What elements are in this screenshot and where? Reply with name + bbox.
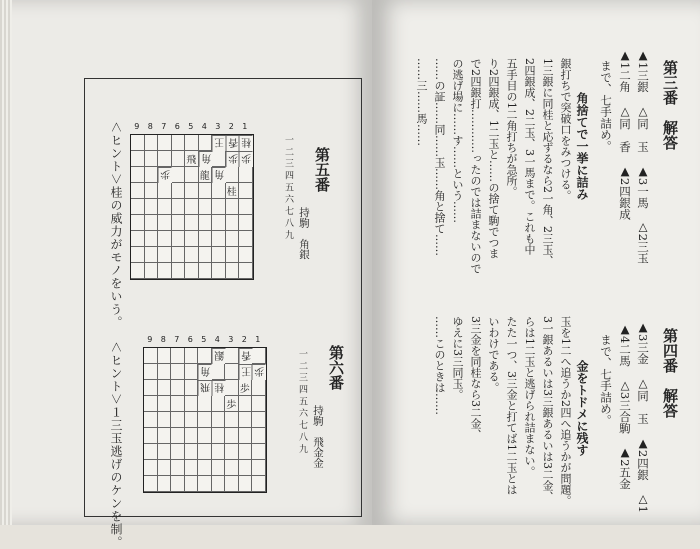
board-square	[131, 247, 145, 263]
shogi-piece: 銀	[212, 348, 226, 364]
board-square	[185, 476, 199, 492]
problem6-title: 第六番	[327, 345, 345, 390]
board-square	[239, 183, 253, 199]
shogi-piece: 龍	[199, 167, 213, 183]
rank-labels: 一 二 三 四 五 六 七 八 九	[283, 135, 293, 239]
body-text-line: ゆえに3三同玉。	[451, 316, 464, 400]
board-square	[212, 476, 226, 492]
board-square	[171, 380, 185, 396]
board-square	[212, 444, 226, 460]
board-square	[212, 183, 226, 199]
board-square	[158, 444, 172, 460]
board-square	[212, 215, 226, 231]
file-label: 3	[215, 122, 221, 131]
board-square	[199, 263, 213, 279]
board-square	[198, 460, 212, 476]
board-square	[225, 380, 239, 396]
board-square	[144, 380, 158, 396]
board-square	[185, 444, 199, 460]
board-square	[252, 380, 266, 396]
board-square	[198, 428, 212, 444]
problem-frame	[84, 78, 362, 549]
board-square	[185, 263, 199, 279]
board-square	[172, 199, 186, 215]
body-text-line: 3一銀あるいは3三銀あるいは3二金、	[541, 316, 554, 502]
board-square	[212, 247, 226, 263]
board-square	[171, 364, 185, 380]
shogi-board-problem5	[130, 122, 280, 282]
board-square	[145, 151, 159, 167]
board-square	[239, 396, 253, 412]
board-square	[199, 215, 213, 231]
board-square	[225, 412, 239, 428]
board-square	[252, 444, 266, 460]
board-square	[145, 183, 159, 199]
body-text-line: たた一つ、3三金と打てば1二玉とは	[505, 316, 518, 495]
shogi-piece: 角	[198, 364, 212, 380]
board-square	[185, 247, 199, 263]
file-label: 8	[147, 122, 153, 131]
answer4-moves-line1: ▲3三金 △同 玉 ▲2四銀 △1	[636, 320, 650, 513]
board-square	[171, 476, 185, 492]
board-square	[158, 151, 172, 167]
answer3-moves-line2: ▲1二角 △同 香 ▲2四銀成	[618, 48, 632, 220]
board-square	[131, 199, 145, 215]
shogi-piece: 桂	[239, 135, 253, 151]
shogi-piece: 歩	[225, 396, 239, 412]
shogi-piece: 歩	[252, 364, 266, 380]
right-page	[372, 0, 700, 525]
board-square	[131, 231, 145, 247]
board-square	[199, 135, 213, 151]
board-square	[225, 348, 239, 364]
board-square	[185, 460, 199, 476]
board-square	[131, 135, 145, 151]
board-square	[239, 167, 253, 183]
board-square	[144, 444, 158, 460]
board-square	[185, 167, 199, 183]
board-square	[158, 364, 172, 380]
board-square	[158, 231, 172, 247]
answer3-conclusion: まで、七手詰め。	[599, 60, 613, 152]
board-square	[212, 460, 226, 476]
shogi-piece: 歩	[239, 380, 253, 396]
board-square	[252, 412, 266, 428]
body-text-line: り2四銀成、1二玉と……の捨て駒でつま	[487, 58, 500, 259]
board-square	[172, 215, 186, 231]
body-text-line: 五手目の1二角打ちが急所。	[505, 58, 518, 197]
board-square	[171, 412, 185, 428]
board-square	[171, 348, 185, 364]
answer4-conclusion: まで、七手詰め。	[599, 334, 613, 426]
board-square	[198, 396, 212, 412]
body-text-line: 銀打ちで突破口をみつける。	[559, 58, 572, 201]
board-square	[226, 263, 240, 279]
file-label: 9	[147, 335, 153, 344]
board-square	[199, 183, 213, 199]
board-square	[144, 364, 158, 380]
board-square	[252, 476, 266, 492]
board-square	[199, 199, 213, 215]
body-text-line: らは1二玉と逃げられ詰まない。	[523, 316, 536, 477]
board-square	[172, 183, 186, 199]
board-square	[212, 412, 226, 428]
board-square	[158, 396, 172, 412]
file-label: 6	[187, 335, 193, 344]
board-square	[185, 215, 199, 231]
board-square	[172, 151, 186, 167]
board-square	[225, 476, 239, 492]
board-square	[172, 263, 186, 279]
board-square	[226, 199, 240, 215]
board-square	[239, 460, 253, 476]
board-square	[171, 428, 185, 444]
body-text-line: で2四銀打…………ったのでは詰まないので	[469, 58, 482, 274]
board-square	[158, 247, 172, 263]
board-square	[252, 460, 266, 476]
body-text-line: 玉を1二へ追うか2四へ追うかが問題。	[559, 316, 572, 506]
board-square	[198, 348, 212, 364]
board-square	[158, 412, 172, 428]
board-square	[144, 460, 158, 476]
board-square	[239, 215, 253, 231]
board-grid	[143, 347, 267, 493]
file-label: 7	[161, 122, 167, 131]
board-square	[131, 215, 145, 231]
board-square	[145, 199, 159, 215]
board-square	[239, 428, 253, 444]
board-square	[212, 199, 226, 215]
board-square	[158, 476, 172, 492]
board-square	[144, 428, 158, 444]
answer3-subtitle: 角捨てで一挙に詰み	[575, 92, 589, 200]
board-square	[239, 231, 253, 247]
board-square	[144, 396, 158, 412]
board-square	[226, 231, 240, 247]
answer3-moves-line1: ▲1三銀 △同 玉 ▲3一馬 △2三玉	[636, 48, 650, 264]
file-label: 5	[188, 122, 194, 131]
board-square	[225, 428, 239, 444]
board-square	[225, 460, 239, 476]
board-square	[185, 364, 199, 380]
file-label: 4	[214, 335, 220, 344]
board-square	[225, 364, 239, 380]
board-square	[239, 476, 253, 492]
answer4-title: 第四番 解答	[661, 328, 679, 418]
board-square	[144, 348, 158, 364]
board-square	[158, 135, 172, 151]
board-square	[185, 183, 199, 199]
file-label: 3	[228, 335, 234, 344]
board-square	[144, 412, 158, 428]
board-square	[172, 167, 186, 183]
board-square	[158, 183, 172, 199]
board-square	[185, 199, 199, 215]
board-square	[199, 247, 213, 263]
shogi-board-problem6	[143, 335, 293, 495]
problem5-mochigoma: 持駒 角銀	[298, 207, 310, 260]
board-square	[185, 135, 199, 151]
board-square	[145, 231, 159, 247]
body-text-line: 1三銀に同桂と応ずるなら2一角、2三玉、	[541, 58, 554, 266]
board-square	[198, 412, 212, 428]
board-square	[239, 199, 253, 215]
shogi-piece: 角	[199, 151, 213, 167]
board-square	[158, 215, 172, 231]
board-square	[239, 412, 253, 428]
board-square	[252, 396, 266, 412]
file-label: 1	[255, 335, 261, 344]
board-square	[131, 263, 145, 279]
board-square	[145, 215, 159, 231]
board-square	[212, 231, 226, 247]
board-square	[171, 396, 185, 412]
file-label: 7	[174, 335, 180, 344]
board-square	[185, 348, 199, 364]
body-text-line: ……このときは……	[433, 316, 446, 415]
board-square	[185, 231, 199, 247]
file-label: 5	[201, 335, 207, 344]
body-text-line: 3三金を同桂なら3二金、	[469, 316, 482, 440]
board-square	[212, 151, 226, 167]
board-square	[198, 444, 212, 460]
shogi-piece: 王	[239, 364, 253, 380]
board-square	[145, 167, 159, 183]
board-square	[226, 167, 240, 183]
rank-labels: 一 二 三 四 五 六 七 八 九	[297, 349, 307, 453]
problem6-hint: ＜ヒント＞１三玉逃げのケンを制。	[109, 341, 123, 549]
problem6-mochigoma: 持駒 飛金金	[312, 405, 324, 468]
board-square	[144, 476, 158, 492]
board-square	[239, 444, 253, 460]
body-text-line: いわけである。	[487, 316, 500, 393]
answer3-title: 第三番 解答	[661, 60, 679, 150]
file-labels	[143, 335, 265, 344]
board-grid	[130, 134, 254, 280]
body-text-line: ……の証……同……玉……角と捨て……	[433, 58, 446, 256]
board-square	[172, 247, 186, 263]
board-square	[158, 263, 172, 279]
board-square	[252, 428, 266, 444]
board-square	[172, 135, 186, 151]
board-square	[131, 183, 145, 199]
file-label: 8	[160, 335, 166, 344]
shogi-piece: 歩	[226, 151, 240, 167]
problem5-title: 第五番	[313, 147, 331, 192]
board-square	[131, 167, 145, 183]
shogi-piece: 王	[212, 135, 226, 151]
shogi-piece: 歩	[158, 167, 172, 183]
answer4-moves-line2: ▲4二馬 △3三合駒 ▲2五金	[618, 322, 632, 490]
board-square	[158, 428, 172, 444]
answer4-body	[420, 316, 574, 522]
board-square	[212, 364, 226, 380]
board-square	[145, 135, 159, 151]
body-text-line: 2四銀成、2二玉、3一馬まで。これも中	[523, 58, 536, 255]
board-square	[185, 396, 199, 412]
file-label: 4	[201, 122, 207, 131]
shogi-piece: 飛	[198, 380, 212, 396]
problem5-hint: ＜ヒント＞桂の威力がモノをいう。	[109, 121, 123, 330]
board-square	[158, 460, 172, 476]
board-square	[158, 348, 172, 364]
file-label: 2	[228, 122, 234, 131]
shogi-piece: 桂	[226, 183, 240, 199]
file-label: 2	[241, 335, 247, 344]
board-square	[158, 199, 172, 215]
board-square	[225, 444, 239, 460]
board-square	[158, 380, 172, 396]
board-square	[239, 263, 253, 279]
board-square	[171, 460, 185, 476]
board-square	[226, 247, 240, 263]
file-label: 9	[134, 122, 140, 131]
board-square	[199, 231, 213, 247]
board-square	[131, 151, 145, 167]
board-square	[172, 231, 186, 247]
file-labels	[130, 122, 252, 131]
board-square	[212, 396, 226, 412]
board-square	[185, 428, 199, 444]
board-square	[145, 247, 159, 263]
answer3-body	[392, 58, 574, 308]
body-text-line: ……三……馬……	[415, 58, 428, 146]
board-square	[212, 263, 226, 279]
board-square	[185, 380, 199, 396]
board-square	[145, 263, 159, 279]
board-square	[185, 412, 199, 428]
shogi-piece: 歩	[239, 151, 253, 167]
file-label: 6	[174, 122, 180, 131]
file-label: 1	[242, 122, 248, 131]
shogi-piece: 香	[226, 135, 240, 151]
shogi-piece: 角	[212, 167, 226, 183]
shogi-piece: 飛	[185, 151, 199, 167]
board-square	[198, 476, 212, 492]
board-square	[212, 428, 226, 444]
body-text-line: の逃げ場に……す……という……	[451, 58, 464, 223]
answer4-subtitle: 金をトドメに残す	[575, 360, 589, 456]
shogi-piece: 桂	[212, 380, 226, 396]
board-square	[171, 444, 185, 460]
board-square	[226, 215, 240, 231]
board-square	[252, 348, 266, 364]
board-square	[239, 247, 253, 263]
page-edges	[0, 0, 12, 525]
shogi-piece: 香	[239, 348, 253, 364]
